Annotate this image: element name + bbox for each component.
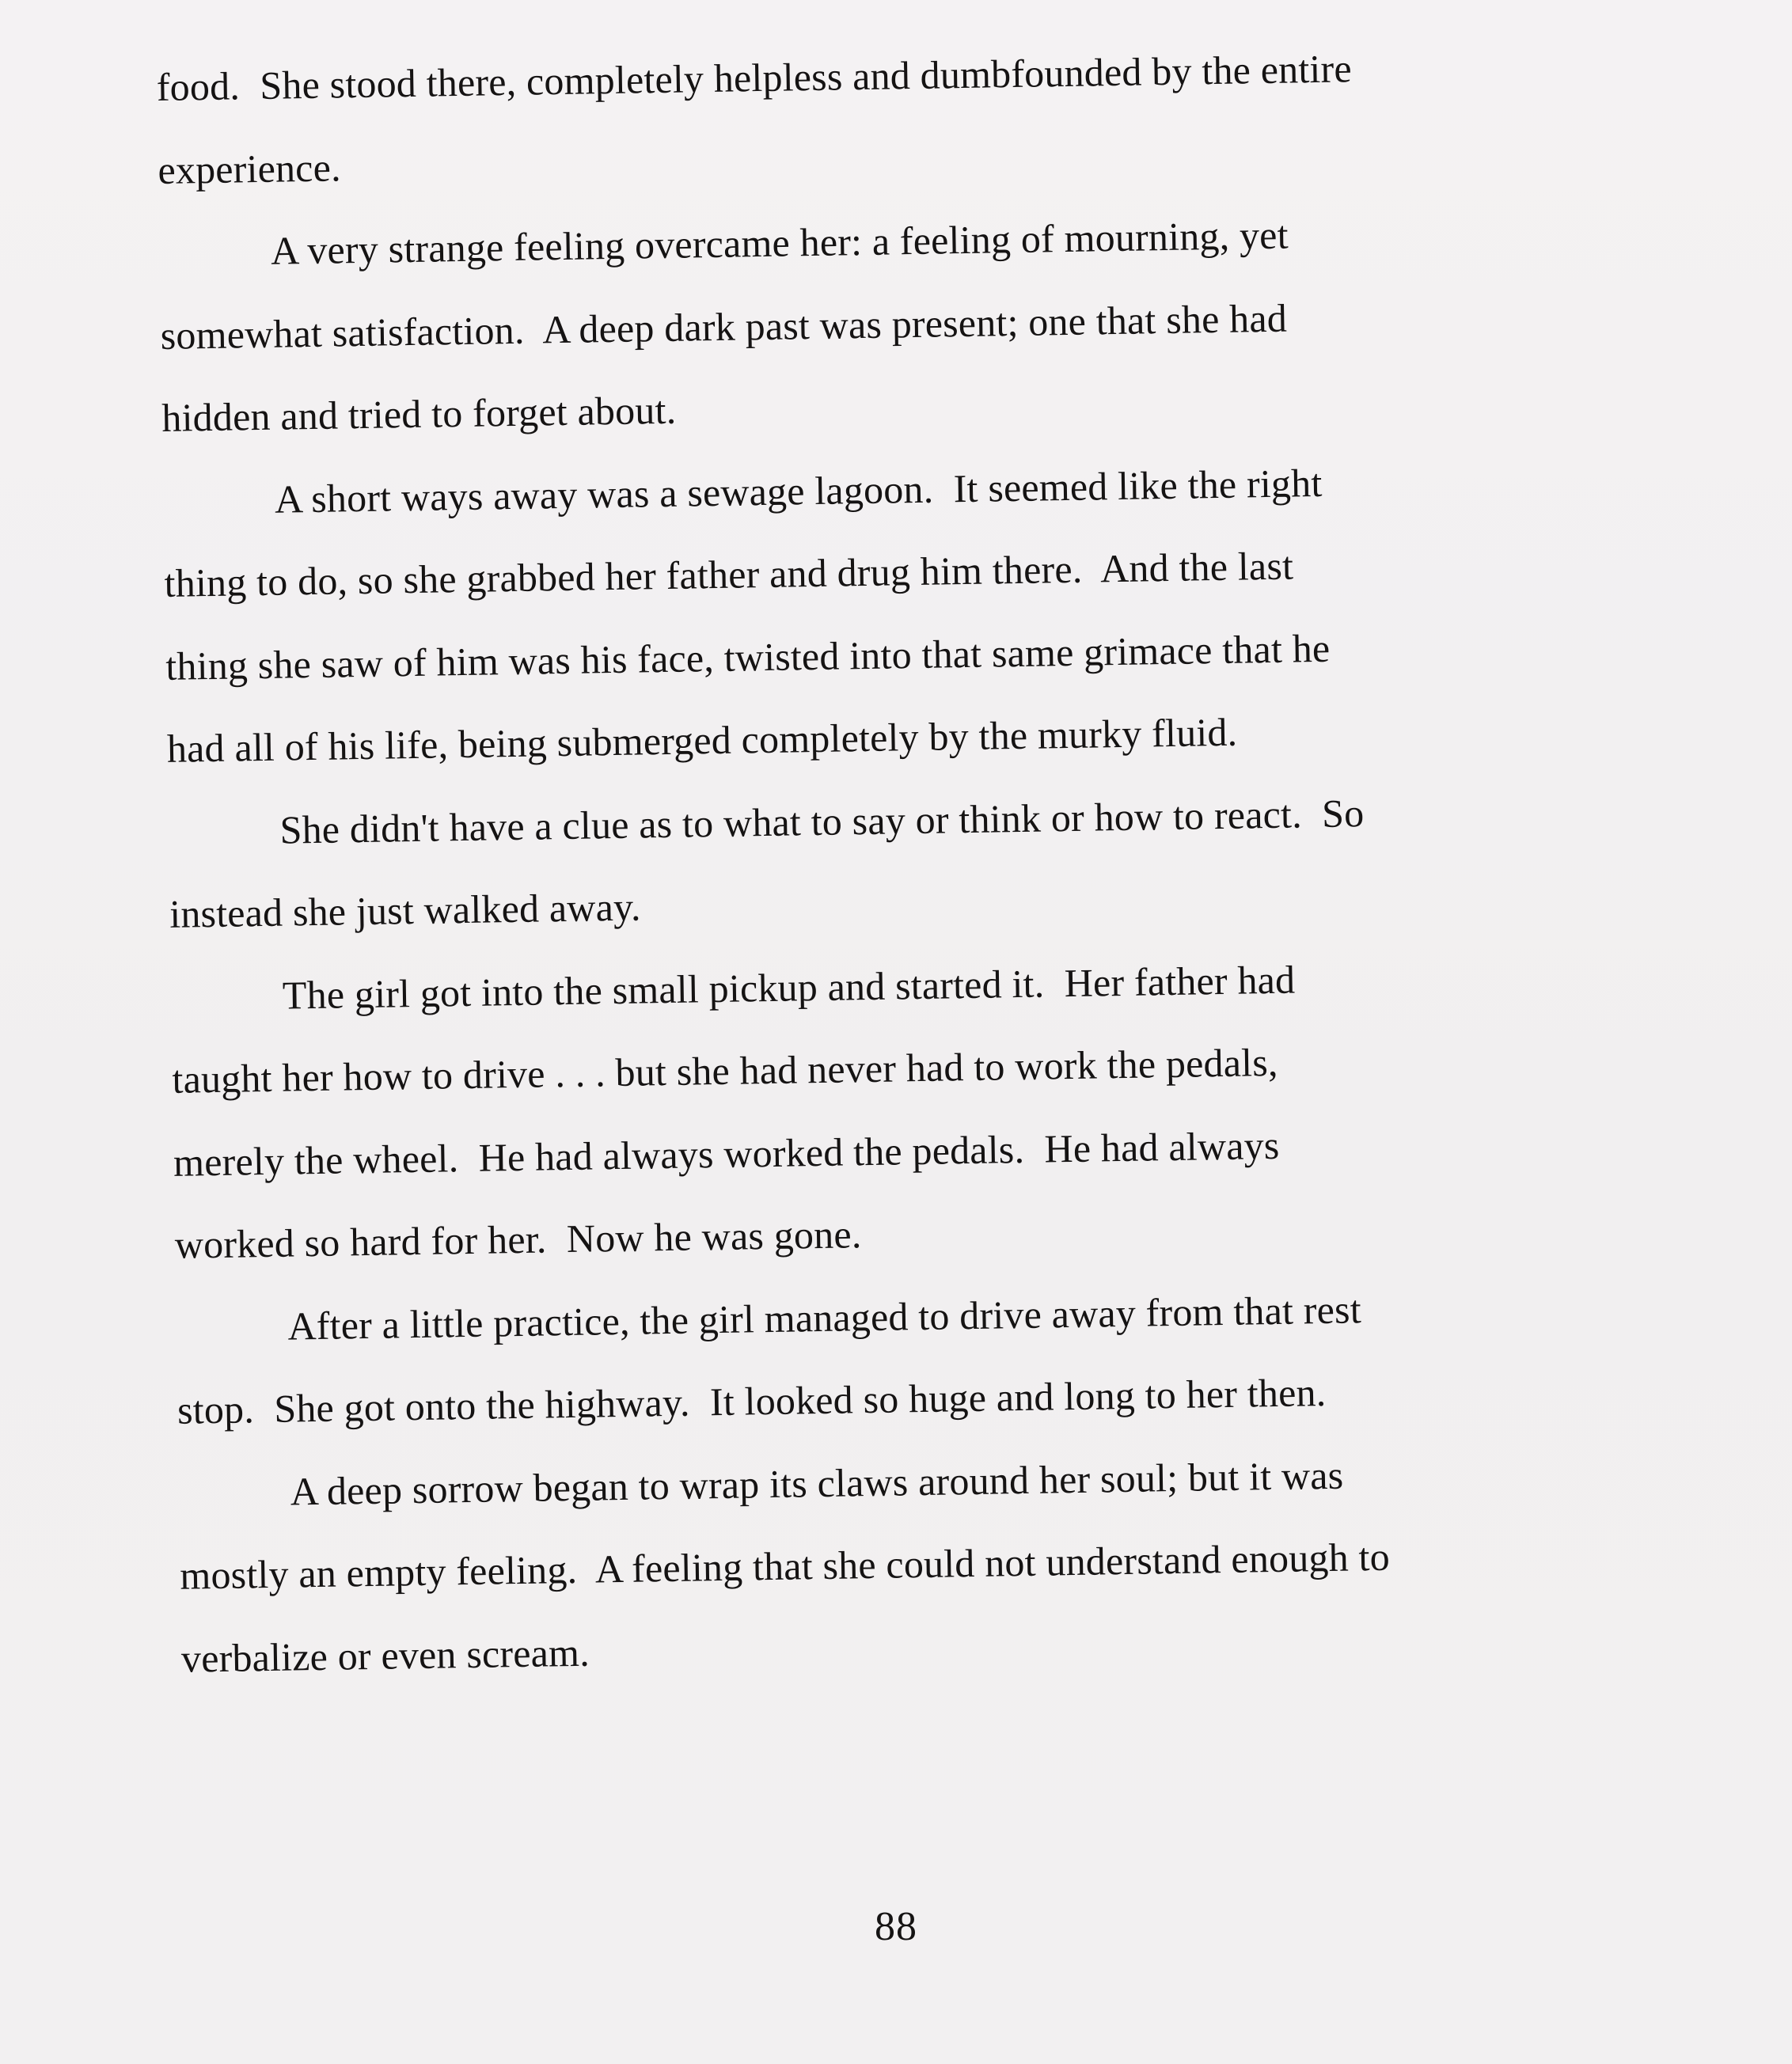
text-line: mostly an empty feeling. A feeling that she could not understand enough to <box>179 1534 1391 1598</box>
text-line: A deep sorrow began to wrap its claws around her soul; but it was <box>290 1452 1344 1514</box>
text-line: The girl got into the small pickup and started it. Her father had <box>282 957 1296 1018</box>
text-line: hidden and tried to forget about. <box>161 387 677 440</box>
text-line: experience. <box>158 144 342 192</box>
text-line: She didn't have a clue as to what to say or think or how to react. So <box>279 790 1365 852</box>
text-line: merely the wheel. He had always worked the pedals. He had always <box>173 1122 1280 1185</box>
text-line: A very strange feeling overcame her: a feeling of mourning, yet <box>270 212 1289 273</box>
text-line: verbalize or even scream. <box>180 1630 590 1681</box>
text-line: thing she saw of him was his face, twisted into that same grimace that he <box>165 625 1331 689</box>
page-number: 88 <box>875 1904 917 1949</box>
text-line: After a little practice, the girl managed to drive away from that rest <box>287 1286 1362 1349</box>
body-text <box>156 22 1686 1700</box>
text-line: taught her how to drive . . . but she had never had to work the pedals, <box>172 1039 1278 1102</box>
text-line: worked so hard for her. Now he was gone. <box>174 1212 862 1267</box>
text-line: instead she just walked away. <box>169 884 642 936</box>
text-line: somewhat satisfaction. A deep dark past was present; one that she had <box>160 295 1288 358</box>
text-line: A short ways away was a sewage lagoon. It seemed like the right <box>274 460 1323 522</box>
text-line: food. She stood there, completely helpless and dumbfounded by the entire <box>156 46 1353 109</box>
text-line: thing to do, so she grabbed her father and drug him there. And the last <box>164 543 1294 605</box>
text-line: stop. She got onto the highway. It looked so huge and long to her then. <box>177 1369 1327 1432</box>
text-line: had all of his life, being submerged completely by the murky fluid. <box>166 709 1238 771</box>
